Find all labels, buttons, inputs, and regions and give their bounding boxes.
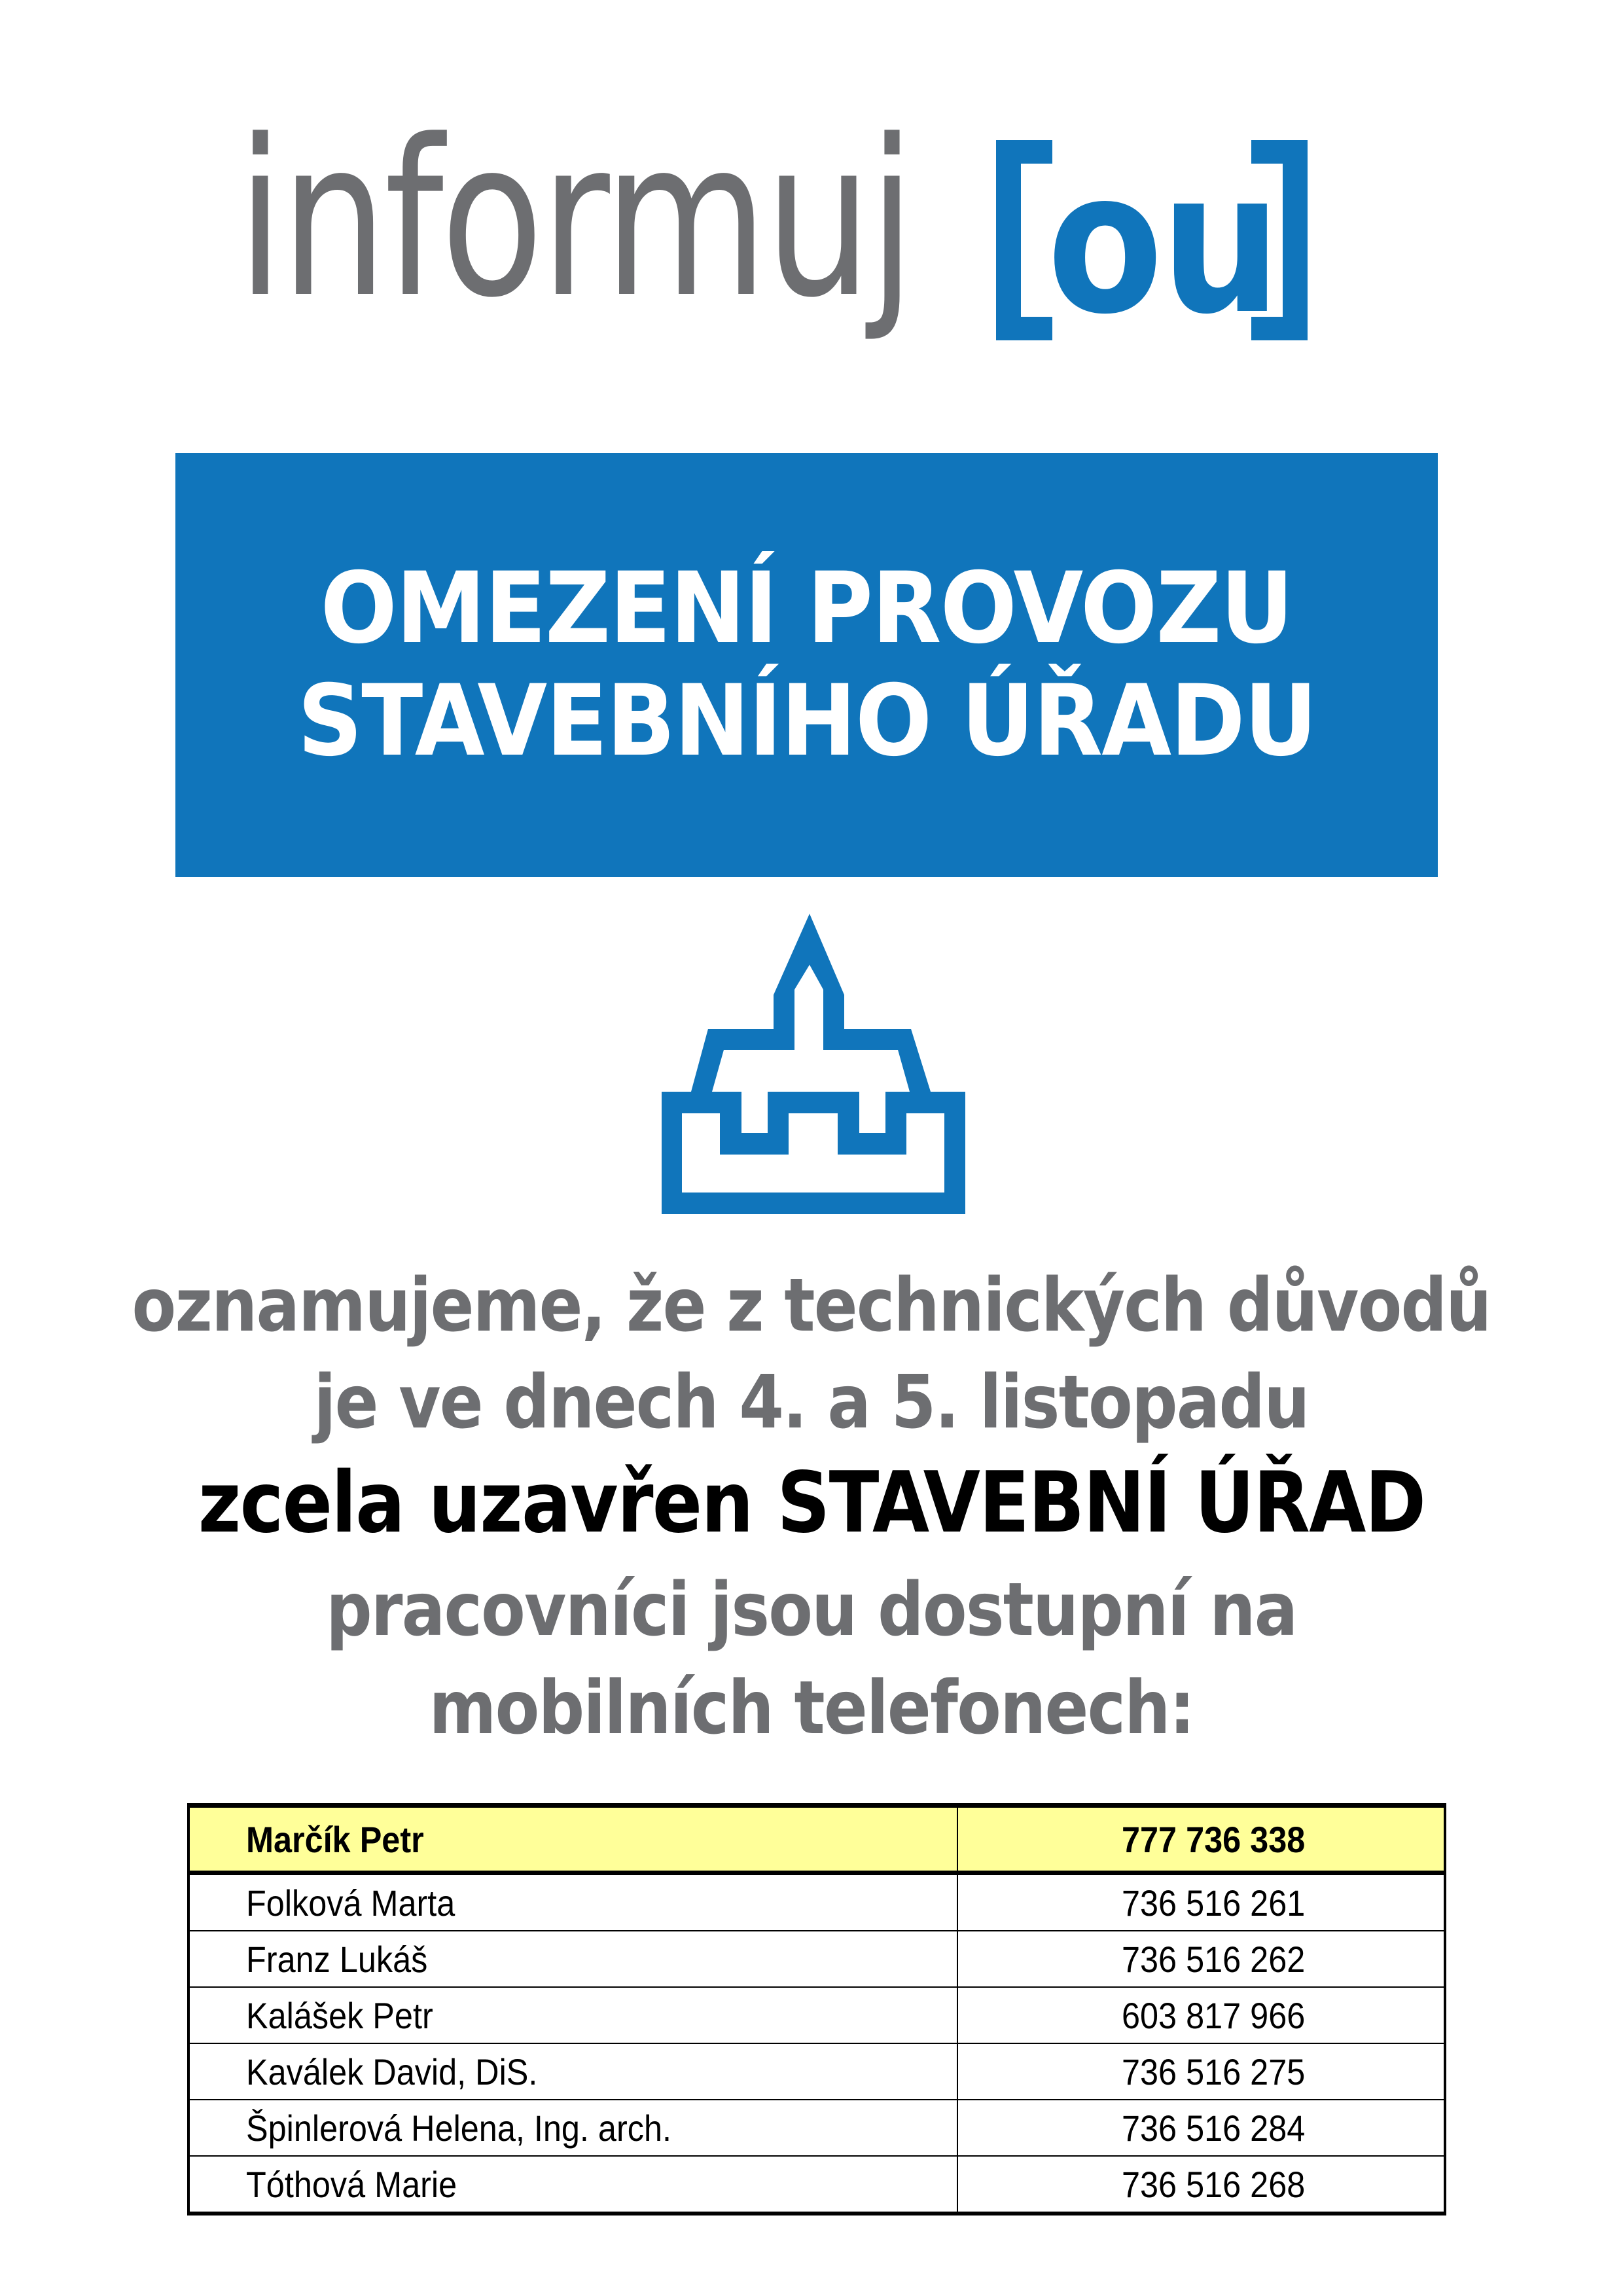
logo-left-bracket-icon bbox=[996, 140, 1052, 340]
banner-title-line-1: OMEZENÍ PROVOZU bbox=[320, 552, 1293, 666]
contact-name: Tóthová Marie bbox=[188, 2156, 957, 2214]
contact-phone: 736 516 261 bbox=[957, 1873, 1445, 1931]
table-row bbox=[188, 1806, 1445, 1873]
table-row bbox=[188, 1987, 1445, 2043]
contact-name: Marčík Petr bbox=[188, 1806, 957, 1873]
banner-title-line-2: STAVEBNÍHO ÚŘADU bbox=[297, 664, 1316, 778]
logo-word: informuj bbox=[237, 94, 913, 345]
table-row bbox=[188, 2156, 1445, 2214]
contact-phone: 736 516 275 bbox=[957, 2043, 1445, 2100]
contact-name: Kalášek Petr bbox=[188, 1987, 957, 2043]
announcement-line-2: je ve dnech 4. a 5. listopadu bbox=[313, 1360, 1310, 1445]
contact-name: Folková Marta bbox=[188, 1873, 957, 1931]
table-row bbox=[188, 2043, 1445, 2100]
logo-bracket-text: ou bbox=[1047, 129, 1279, 357]
table-row bbox=[188, 1931, 1445, 1987]
announcement-closure-line: zcela uzavřen STAVEBNÍ ÚŘAD bbox=[198, 1454, 1425, 1552]
contact-phone: 736 516 268 bbox=[957, 2156, 1445, 2214]
announcement-line-1: oznamujeme, že z technických důvodů bbox=[132, 1263, 1491, 1348]
title-banner bbox=[175, 453, 1438, 877]
announcement-line-4: pracovníci jsou dostupní na bbox=[326, 1568, 1297, 1653]
contact-phone: 603 817 966 bbox=[957, 1987, 1445, 2043]
contacts-table bbox=[187, 1803, 1446, 2215]
logo-right-bracket-icon bbox=[1251, 140, 1308, 340]
contact-name: Kaválek David, DiS. bbox=[188, 2043, 957, 2100]
table-row bbox=[188, 2100, 1445, 2156]
contact-name: Franz Lukáš bbox=[188, 1931, 957, 1987]
town-hall-icon bbox=[648, 902, 975, 1223]
contact-name: Špinlerová Helena, Ing. arch. bbox=[188, 2100, 957, 2156]
contact-phone: 777 736 338 bbox=[957, 1806, 1445, 1873]
contact-phone: 736 516 284 bbox=[957, 2100, 1445, 2156]
announcement-line-5: mobilních telefonech: bbox=[429, 1666, 1194, 1751]
contact-phone: 736 516 262 bbox=[957, 1931, 1445, 1987]
table-row bbox=[188, 1873, 1445, 1931]
